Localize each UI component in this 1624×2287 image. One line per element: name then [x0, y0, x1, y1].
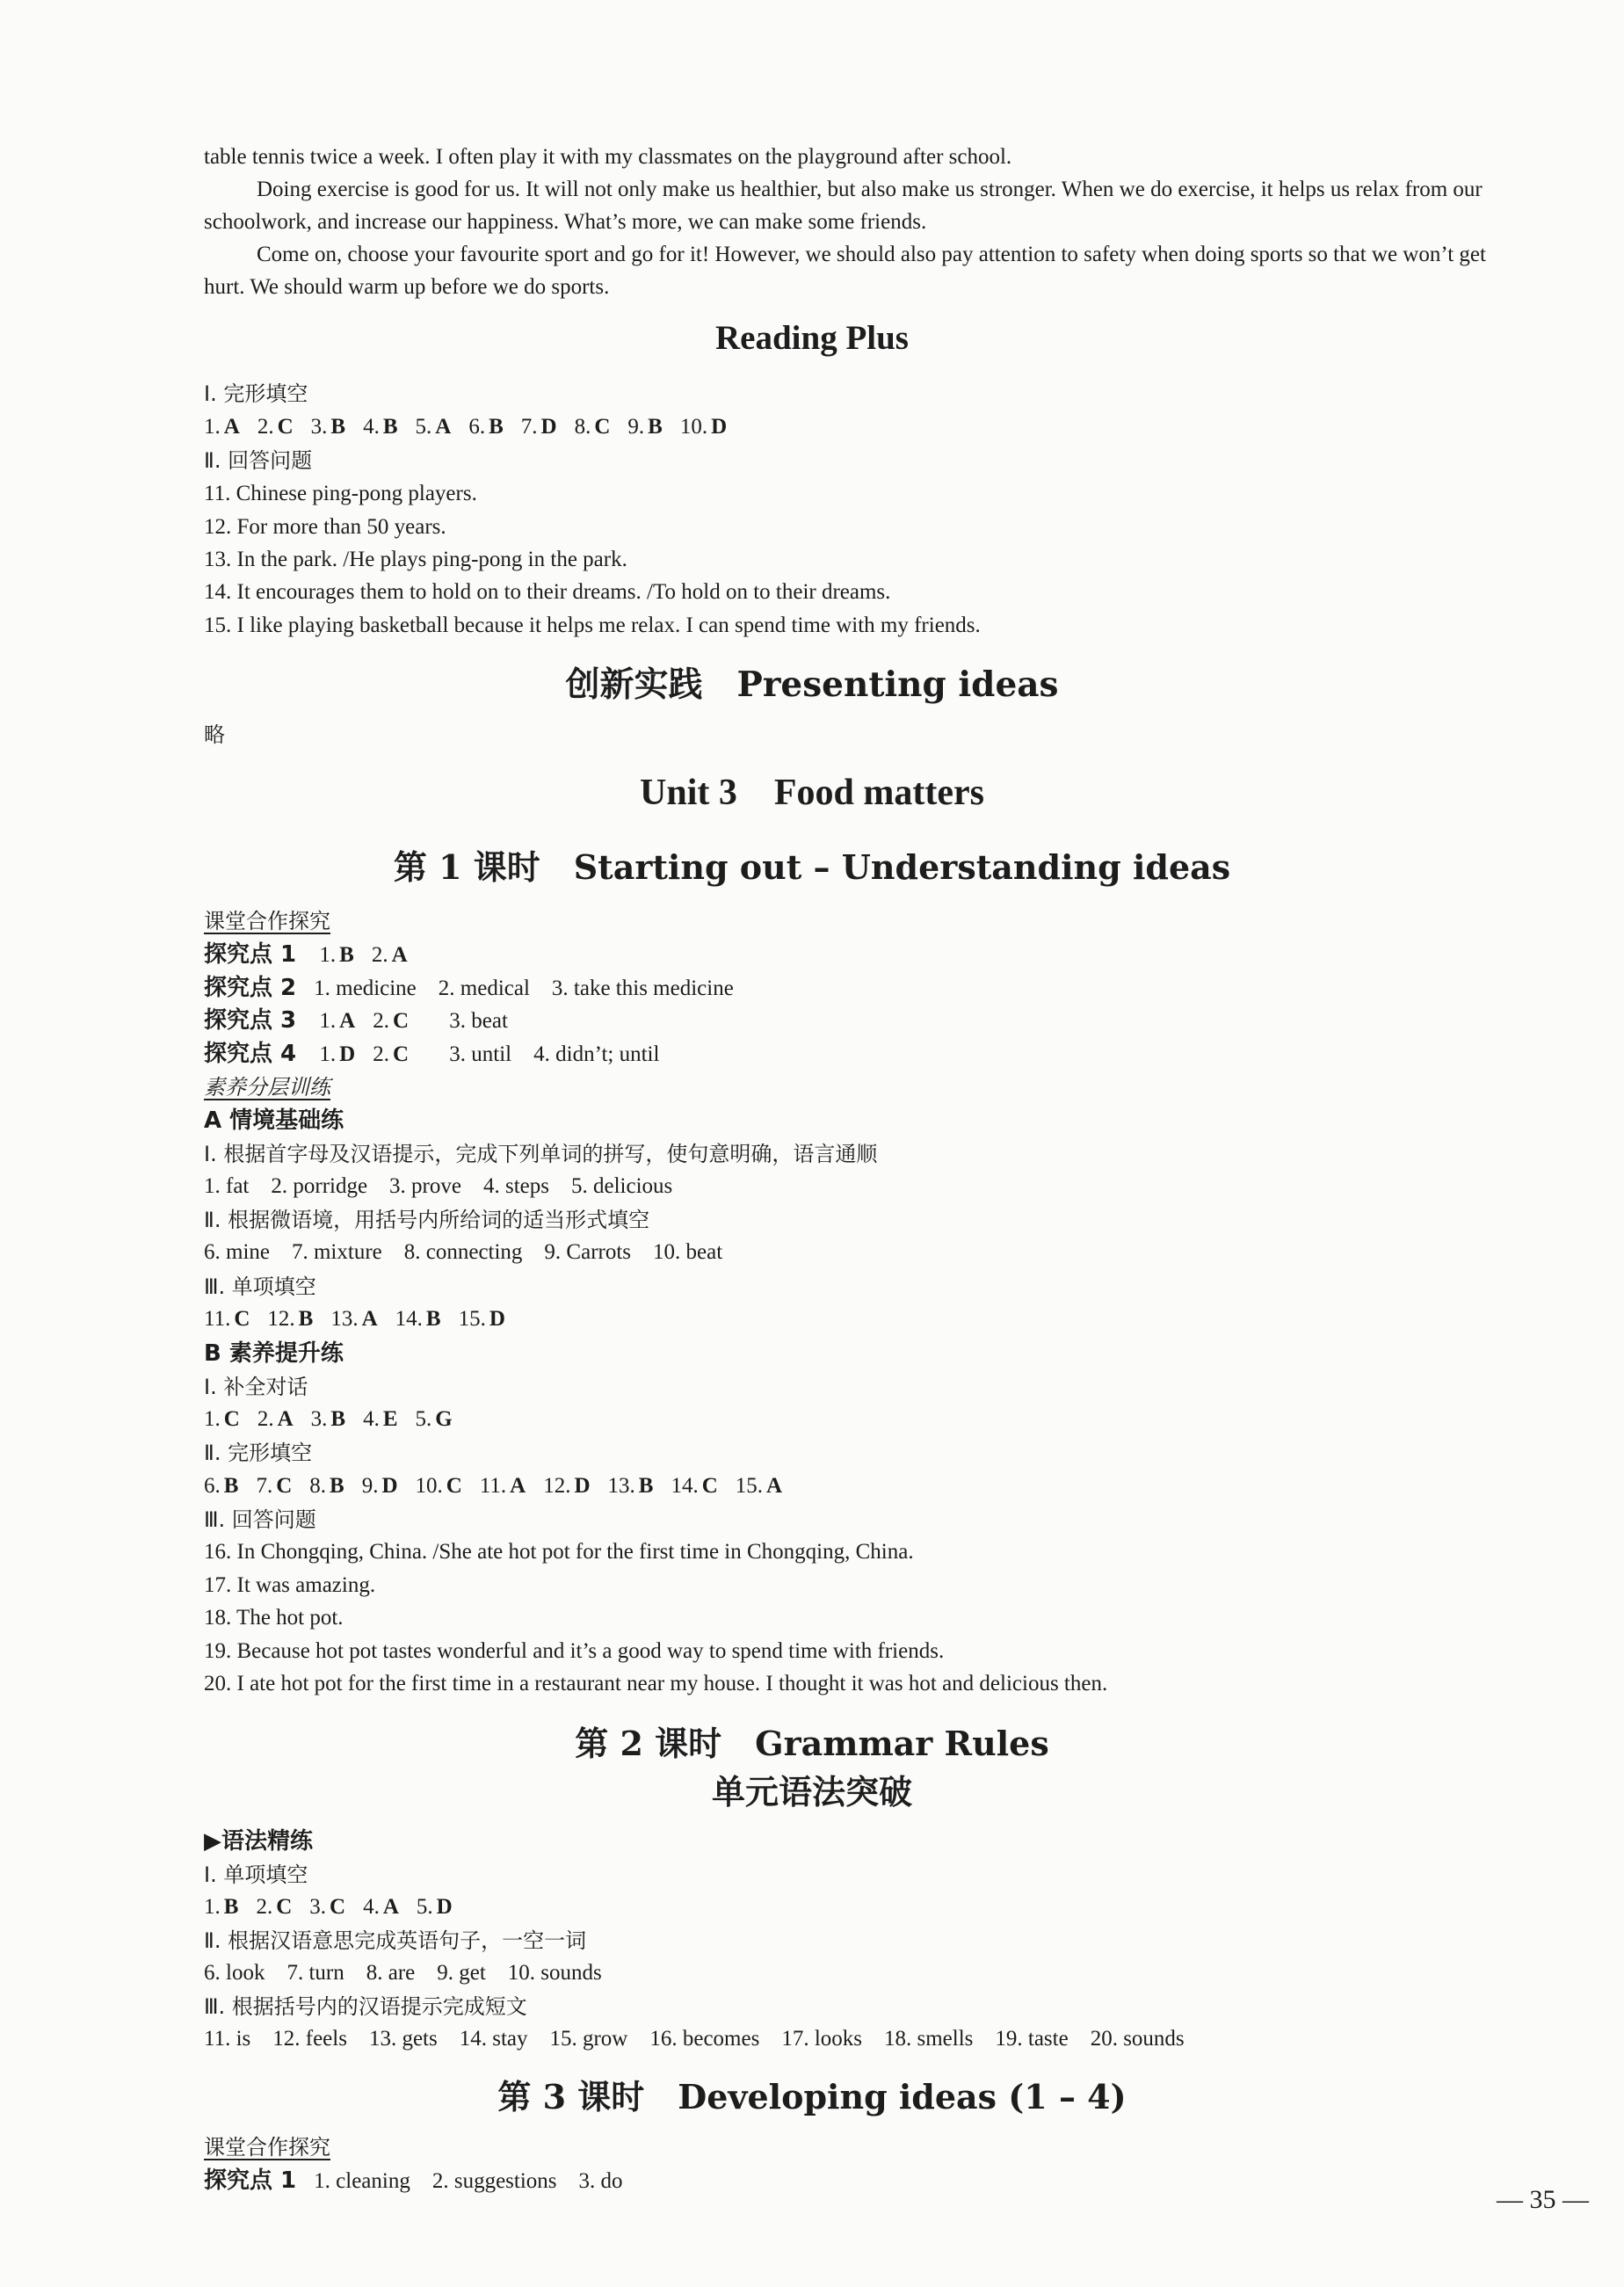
lesson-3-coop-heading: 课堂合作探究 [204, 2135, 330, 2160]
answer-item [309, 1891, 345, 1923]
section-b-answer-20: 20. I ate hot pot for the first time in a restaurant near my house. I thought it was hot and delicious then. [204, 1672, 1108, 1695]
answer-choice: C [392, 1009, 410, 1033]
answer-number: 1. [319, 943, 337, 967]
answer-choice: A [223, 415, 240, 439]
lesson-1-coop-heading: 课堂合作探究 [204, 909, 330, 933]
answer-item [256, 1891, 292, 1923]
answer-choice: D [711, 415, 728, 439]
answer-choice: C [701, 1474, 718, 1498]
answer-choice: B [330, 1407, 346, 1431]
answer-choice: A [435, 415, 452, 439]
answer-item [363, 411, 397, 443]
answer-number: 8. [574, 415, 591, 439]
answer-number: 15. [458, 1307, 486, 1331]
grammar-part-3-answers: 11. is 12. feels 13. gets 14. stay 15. grow 16. becomes 17. looks 18. smells 19. taste 20. sounds [204, 2027, 1185, 2051]
answer-item [204, 1470, 238, 1502]
rp-section-1: Ⅰ. 完形填空 [204, 381, 308, 406]
explore-point-3-extra: 3. beat [449, 1009, 508, 1033]
answer-item [627, 411, 662, 443]
answer-number: 11. [479, 1474, 507, 1498]
answer-item [680, 411, 727, 443]
answer-number: 5. [415, 415, 432, 439]
answer-choice: B [489, 415, 504, 439]
answer-choice: B [223, 1474, 239, 1498]
answer-item [736, 1470, 782, 1502]
answer-number: 6. [468, 415, 486, 439]
answer-number: 5. [415, 1407, 432, 1431]
answer-choice: C [330, 1895, 346, 1919]
answer-number: 13. [330, 1307, 359, 1331]
explore-point-2 [204, 972, 734, 1005]
answer-item [372, 940, 408, 971]
answer-number: 4. [363, 1895, 380, 1919]
answer-number: 7. [520, 415, 538, 439]
answer-item [204, 1891, 238, 1923]
answer-number: 1. [319, 1042, 337, 1066]
answer-item [468, 411, 503, 443]
answer-number: 1. [204, 415, 221, 439]
answer-choice: E [382, 1407, 398, 1431]
grammar-drill-heading: ▶语法精练 [204, 1828, 313, 1855]
answer-number: 9. [627, 415, 645, 439]
rp-answer-12: 12. For more than 50 years. [204, 515, 446, 539]
answer-item [204, 1303, 250, 1335]
lesson-2-subtitle: 单元语法突破 [711, 1773, 912, 1811]
answer-item [204, 411, 240, 443]
answer-number: 2. [373, 1009, 389, 1033]
answer-item [319, 940, 353, 971]
answer-number: 2. [373, 1042, 389, 1066]
answer-item [416, 1470, 462, 1502]
section-a-part-1-title: Ⅰ. 根据首字母及汉语提示，完成下列单词的拼写，使句意明确，语言通顺 [204, 1142, 878, 1166]
section-b-answer-19: 19. Because hot pot tastes wonderful and it’s a good way to spend time with friends. [204, 1639, 945, 1663]
answer-item [373, 1006, 409, 1037]
answer-choice: C [594, 415, 611, 439]
answer-item [257, 411, 294, 443]
answer-number: 5. [416, 1895, 433, 1919]
answer-choice: A [361, 1307, 378, 1331]
answer-item [311, 411, 345, 443]
intro-paragraph-2: Doing exercise is good for us. It will not only make us healthier, but also make us stronger. When we do exercise, it helps us relax from our schoolwork, and increase our happiness. What’s more, we can make some friends. [204, 178, 1483, 234]
answer-number: 11. [204, 1307, 231, 1331]
presenting-ideas-title: 创新实践 Presenting ideas [565, 664, 1059, 705]
rp-answers-1 [204, 411, 744, 443]
section-b-answer-17: 17. It was amazing. [204, 1573, 376, 1597]
section-a-part-3-title: Ⅲ. 单项填空 [204, 1274, 316, 1299]
lesson-2-title: 第 2 课时 Grammar Rules [575, 1724, 1049, 1763]
answer-number: 14. [671, 1474, 699, 1498]
rp-answer-13: 13. In the park. /He plays ping-pong in the park. [204, 548, 627, 571]
grammar-part-3-title: Ⅲ. 根据括号内的汉语提示完成短文 [204, 1994, 527, 2019]
answer-item [459, 1303, 505, 1335]
answer-item [671, 1470, 717, 1502]
answer-choice: C [276, 1474, 293, 1498]
lesson-1-title: 第 1 课时 Starting out – Understanding ideas [393, 847, 1231, 887]
grammar-part-2-title: Ⅱ. 根据汉语意思完成英语句子，一空一词 [204, 1928, 587, 1953]
answer-number: 12. [543, 1474, 571, 1498]
answer-item [417, 1891, 453, 1923]
answer-choice: C [223, 1407, 240, 1431]
explore-point-3-label: 探究点 3 [204, 1007, 297, 1034]
answer-choice: B [330, 1474, 344, 1498]
section-b-heading: B 素养提升练 [204, 1340, 344, 1367]
section-b-part-3-title: Ⅲ. 回答问题 [204, 1507, 316, 1532]
answer-choice: C [234, 1307, 250, 1331]
answer-item [575, 411, 611, 443]
answer-item [362, 1470, 398, 1502]
answer-choice: B [638, 1474, 654, 1498]
section-b-answer-18: 18. The hot pot. [204, 1606, 344, 1630]
section-b-answer-16: 16. In Chongqing, China. /She ate hot pot for the first time in Chongqing, China. [204, 1540, 914, 1564]
answer-item [330, 1303, 377, 1335]
answer-number: 4. [363, 1407, 380, 1431]
answer-choice: D [540, 415, 557, 439]
answer-choice: D [489, 1307, 505, 1331]
answer-choice: C [446, 1474, 462, 1498]
answer-item [608, 1470, 654, 1502]
answer-choice: D [381, 1474, 398, 1498]
answer-item [309, 1470, 344, 1502]
rp-section-2: Ⅱ. 回答问题 [204, 448, 313, 473]
answer-item [363, 1404, 397, 1435]
explore-point-4-extra: 3. until 4. didn’t; until [449, 1042, 660, 1066]
answer-choice: C [392, 1042, 410, 1066]
answer-number: 1. [319, 1009, 337, 1033]
answer-item [543, 1470, 590, 1502]
rp-answer-14: 14. It encourages them to hold on to their dreams. /To hold on to their dreams. [204, 580, 891, 604]
answer-choice: A [391, 943, 408, 967]
presenting-ideas-text: 略 [204, 722, 225, 747]
answer-item [416, 411, 452, 443]
lesson-3-explore-point-1-answers: 1. cleaning 2. suggestions 3. do [314, 2169, 623, 2193]
answer-choice: B [339, 943, 354, 967]
answer-choice: A [510, 1474, 526, 1498]
answer-choice: A [277, 1407, 294, 1431]
intro-paragraph-3: Come on, choose your favourite sport and go for it! However, we should also pay attention to safety when doing sports so that we won’t get hurt. We should warm up before we do sports. [204, 243, 1486, 299]
answer-choice: B [648, 415, 663, 439]
answer-choice: D [436, 1895, 453, 1919]
section-a-part-2-title: Ⅱ. 根据微语境，用括号内所给词的适当形式填空 [204, 1208, 650, 1232]
answer-choice: B [330, 415, 346, 439]
answer-choice: G [435, 1407, 453, 1431]
answer-item [319, 1039, 355, 1071]
lesson-3-explore-point-1 [204, 2165, 623, 2197]
rp-answer-15: 15. I like playing basketball because it helps me relax. I can spend time with my friends. [204, 613, 981, 637]
grammar-part-2-answers: 6. look 7. turn 8. are 9. get 10. sounds [204, 1961, 602, 1985]
explore-point-2-answers: 1. medicine 2. medical 3. take this medicine [314, 977, 734, 1000]
answer-choice: D [339, 1042, 356, 1066]
answer-number: 6. [204, 1474, 221, 1498]
layered-training-heading: 素养分层训练 [204, 1075, 330, 1100]
section-a-part-2-answers: 6. mine 7. mixture 8. connecting 9. Carrots 10. beat [204, 1240, 723, 1264]
reading-plus-title: Reading Plus [715, 319, 909, 357]
answer-number: 7. [256, 1474, 273, 1498]
section-b-part-1-title: Ⅰ. 补全对话 [204, 1375, 308, 1399]
answer-item [204, 1404, 240, 1435]
explore-point-4 [204, 1038, 677, 1071]
answer-number: 10. [415, 1474, 443, 1498]
section-b-part-2-answers [204, 1470, 800, 1502]
answer-number: 2. [257, 415, 274, 439]
answer-number: 1. [204, 1895, 221, 1919]
answer-number: 3. [310, 1407, 328, 1431]
explore-point-3-answers [319, 1006, 426, 1037]
answer-number: 13. [607, 1474, 635, 1498]
answer-number: 15. [735, 1474, 764, 1498]
answer-item [416, 1404, 453, 1435]
explore-point-4-label: 探究点 4 [204, 1041, 297, 1067]
answer-item [480, 1470, 526, 1502]
answer-choice: B [298, 1307, 314, 1331]
answer-choice: B [223, 1895, 239, 1919]
answer-number: 14. [395, 1307, 423, 1331]
intro-text [204, 141, 1522, 303]
answer-number: 10. [679, 415, 708, 439]
grammar-part-1-title: Ⅰ. 单项填空 [204, 1862, 308, 1887]
section-a-heading: A 情境基础练 [204, 1107, 344, 1134]
answer-item [319, 1006, 355, 1037]
answer-number: 12. [267, 1307, 295, 1331]
answer-number: 1. [204, 1407, 221, 1431]
answer-choice: A [382, 1895, 399, 1919]
lesson-3-title: 第 3 课时 Developing ideas (1 – 4) [497, 2077, 1127, 2116]
explore-point-4-answers [319, 1039, 426, 1071]
answer-item [395, 1303, 441, 1335]
answer-item [311, 1404, 345, 1435]
answer-choice: C [277, 415, 294, 439]
explore-point-1 [204, 939, 443, 971]
section-a-part-3-answers [204, 1303, 523, 1335]
rp-answer-11: 11. Chinese ping-pong players. [204, 482, 477, 505]
answer-number: 3. [309, 1895, 326, 1919]
answer-item [257, 1404, 294, 1435]
answer-number: 8. [309, 1474, 326, 1498]
answer-number: 2. [256, 1895, 273, 1919]
answer-choice: D [574, 1474, 591, 1498]
explore-point-1-answers [319, 940, 424, 971]
answer-choice: B [425, 1307, 441, 1331]
answer-item [521, 411, 557, 443]
answer-item [267, 1303, 313, 1335]
answer-choice: A [766, 1474, 783, 1498]
answer-item [363, 1891, 399, 1923]
section-b-part-2-title: Ⅱ. 完形填空 [204, 1441, 313, 1465]
grammar-part-1-answers [204, 1891, 470, 1923]
answer-choice: A [339, 1009, 356, 1033]
page-number: — 35 — [1497, 2185, 1589, 2214]
explore-point-2-label: 探究点 2 [204, 975, 297, 1001]
explore-point-1-label: 探究点 1 [204, 941, 297, 968]
section-a-part-1-answers: 1. fat 2. porridge 3. prove 4. steps 5. delicious [204, 1174, 673, 1198]
section-b-part-1-answers [204, 1404, 470, 1435]
answer-number: 9. [361, 1474, 379, 1498]
answer-number: 4. [363, 415, 380, 439]
answer-choice: B [382, 415, 398, 439]
answer-number: 2. [257, 1407, 274, 1431]
answer-number: 3. [310, 415, 328, 439]
answer-item [256, 1470, 292, 1502]
lesson-3-explore-point-1-label: 探究点 1 [204, 2167, 297, 2194]
answer-item [373, 1039, 409, 1071]
answer-number: 2. [371, 943, 388, 967]
unit-title: Unit 3 Food matters [640, 773, 984, 813]
intro-paragraph-1: table tennis twice a week. I often play it with my classmates on the playground after school. [204, 145, 1012, 169]
explore-point-3 [204, 1005, 526, 1037]
answer-choice: C [276, 1895, 293, 1919]
